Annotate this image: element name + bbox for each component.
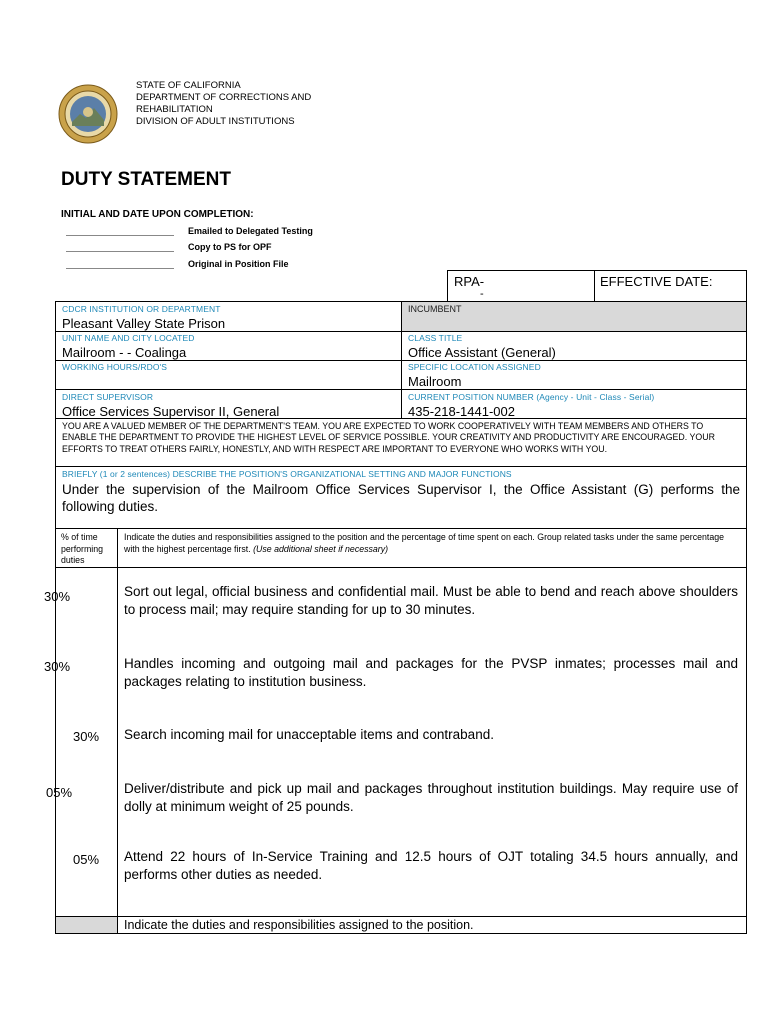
rpa-box[interactable] (447, 270, 595, 302)
duty-percent: 05% (46, 785, 73, 800)
institution-value: Pleasant Valley State Prison (62, 316, 226, 331)
document-title: DUTY STATEMENT (61, 169, 231, 190)
duty-text: Attend 22 hours of In-Service Training and 12.5 hours of OJT totaling 34.5 hours annually, and performs other duties as needed. (124, 849, 738, 882)
incumbent-field[interactable] (401, 301, 747, 332)
duty-percent: 30% (44, 589, 71, 604)
supervisor-label: DIRECT SUPERVISOR (62, 392, 154, 402)
class-title-value: Office Assistant (General) (408, 345, 556, 360)
position-number-label: CURRENT POSITION NUMBER (Agency - Unit - Class - Serial) (408, 392, 655, 402)
team-statement: YOU ARE A VALUED MEMBER OF THE DEPARTMENT'S TEAM. YOU ARE EXPECTED TO WORK COOPERATIVELY WITH TEAM MEMBERS AND OTHERS TO ENABLE THE DEPARTMENT TO PROVIDE THE HIGHEST LEVEL OF SERVICE POSSIBLE. YOUR CREATIVITY AND PRODUCTIVITY ARE ENCOURAGED. YOUR EFFORTS TO TREAT OTHERS FAIRLY, HONESTLY, AND WITH RESPECT ARE IMPORTANT TO EVERYONE WHO WORKS WITH YOU. (62, 421, 715, 454)
percent-header-label: % of time performing duties (61, 532, 104, 565)
effective-date-label: EFFECTIVE DATE: (600, 274, 713, 289)
duties-instructions-text: Indicate the duties and responsibilities assigned to the position and the percentage of time spent on each. Group related tasks under the same percentage with the highest percentage first. (124, 532, 725, 554)
initial-item (66, 226, 366, 236)
duties-instructions-italic: (Use additional sheet if necessary) (253, 543, 389, 554)
rpa-dash: - (480, 288, 484, 300)
initial-item (66, 259, 366, 269)
agency-block (136, 80, 311, 128)
duty-percent: 05% (73, 852, 100, 867)
position-number-value: 435-218-1441-002 (408, 404, 515, 419)
duty-text: Sort out legal, official business and confidential mail. Must be able to bend and reach above shoulders to process mail; may require standing for up to 30 minutes. (124, 584, 738, 617)
agency-line: DEPARTMENT OF CORRECTIONS AND (136, 92, 312, 103)
position-number-field[interactable] (401, 389, 747, 419)
duty-text: Deliver/distribute and pick up mail and packages throughout institution buildings. May require use of dolly at minimum weight of 25 pounds. (124, 781, 738, 814)
duty-percent: 30% (73, 729, 100, 744)
location-field[interactable] (401, 360, 747, 390)
incumbent-label: INCUMBENT (408, 304, 462, 314)
rpa-label: RPA- (454, 274, 485, 289)
initial-item-label: Original in Position File (188, 259, 289, 269)
agency-line: REHABILITATION (136, 104, 213, 115)
initial-heading: INITIAL AND DATE UPON COMPLETION: (61, 209, 254, 220)
footer-duties-cell (117, 916, 747, 934)
state-seal (58, 84, 118, 144)
initial-item (66, 242, 366, 252)
class-title-label: CLASS TITLE (408, 333, 463, 343)
duty-percent: 30% (44, 659, 71, 674)
agency-line: STATE OF CALIFORNIA (136, 80, 241, 91)
duties-instructions (117, 528, 747, 568)
supervisor-field[interactable] (55, 389, 402, 419)
initial-blank[interactable] (66, 227, 174, 236)
institution-field[interactable] (55, 301, 402, 332)
team-statement-box (55, 418, 747, 467)
agency-line: DIVISION OF ADULT INSTITUTIONS (136, 116, 295, 127)
briefly-box[interactable] (55, 466, 747, 529)
duty-text: Handles incoming and outgoing mail and packages for the PVSP inmates; processes mail and packages relating to institution business. (124, 656, 738, 689)
briefly-label: BRIEFLY (1 or 2 sentences) DESCRIBE THE POSITION'S ORGANIZATIONAL SETTING AND MAJOR FUNCTIONS (62, 469, 512, 479)
footer-instructions: Indicate the duties and responsibilities assigned to the position. (124, 918, 474, 932)
initial-item-label: Emailed to Delegated Testing (188, 226, 313, 236)
class-title-field[interactable] (401, 331, 747, 361)
working-hours-label: WORKING HOURS/RDO'S (62, 362, 168, 372)
location-value: Mailroom (408, 374, 462, 389)
working-hours-field[interactable] (55, 360, 402, 390)
briefly-value: Under the supervision of the Mailroom Office Services Supervisor I, the Office Assistant (G) performs the following duties. (62, 482, 740, 514)
footer-percent-cell (55, 916, 118, 934)
initial-item-label: Copy to PS for OPF (188, 242, 272, 252)
institution-label: CDCR INSTITUTION OR DEPARTMENT (62, 304, 221, 314)
unit-value: Mailroom - - Coalinga (62, 345, 187, 360)
unit-label: UNIT NAME AND CITY LOCATED (62, 333, 195, 343)
initial-blank[interactable] (66, 260, 174, 269)
effective-date-box[interactable] (594, 270, 747, 302)
percent-header (55, 528, 118, 568)
supervisor-value: Office Services Supervisor II, General (62, 404, 280, 419)
unit-field[interactable] (55, 331, 402, 361)
initial-blank[interactable] (66, 243, 174, 252)
location-label: SPECIFIC LOCATION ASSIGNED (408, 362, 541, 372)
duty-text: Search incoming mail for unacceptable items and contraband. (124, 727, 494, 742)
